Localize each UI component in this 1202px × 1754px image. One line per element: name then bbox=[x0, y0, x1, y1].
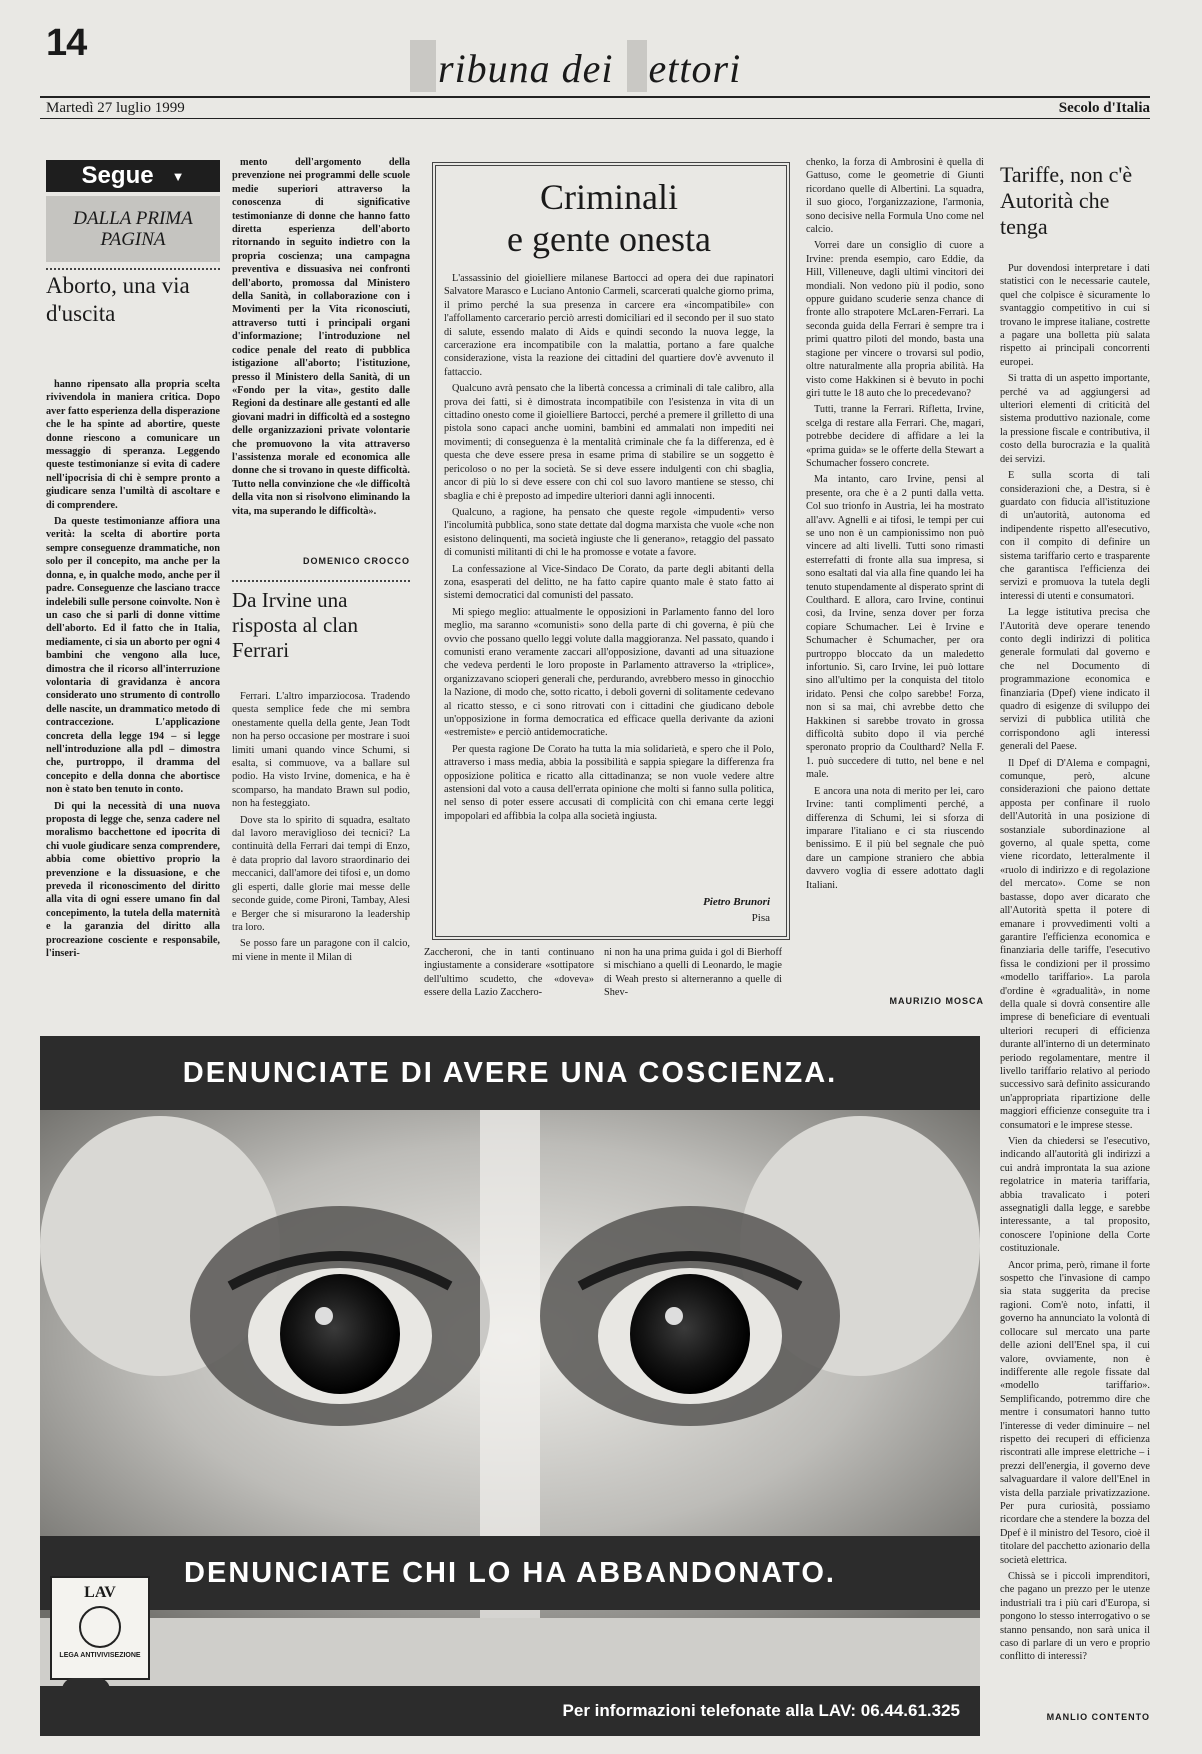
paragraph: Chissà se i piccoli imprenditori, che pagano un prezzo per le utenze industriali tra i più cari d'Europa, si pongono lo stesso interrogativo o se stanno pensando, non sarà unica il caso di parlare di un vero e proprio conflitto di interessi? bbox=[1000, 1571, 1150, 1663]
dalla-prima-pagina: DALLA PRIMA PAGINA bbox=[46, 196, 220, 262]
article-body-irvine bbox=[232, 690, 410, 996]
boxed-title bbox=[440, 176, 778, 260]
paragraph: Zaccheroni, che in tanti continuano ingiustamente a considerare «sottipatore dell'ultimo scudetto, che «doveva» essere della Lazio Zacchero- bbox=[424, 947, 594, 999]
boxed-article-body bbox=[444, 272, 774, 880]
paragraph: Se posso fare un paragone con il calcio, mi viene in mente il Milan di bbox=[232, 938, 410, 963]
paragraph: Di qui la necessità di una nuova proposta di legge che, senza cadere nel moralismo bacchettone ed ipocrita di chi vuole giudicare senza comprendere, abbia come obiettivo proprio la prevenzione e la dissuasione, e che preveda il riconoscimento del diritto alla vita di ogni essere umano fin dal concepimento, la tutela della maternità e la garanzia del diritto alla procreazione cosciente e responsabile, l'inseri- bbox=[46, 800, 220, 960]
triangle-down-icon: ▼ bbox=[171, 168, 185, 184]
paragraph: E ancora una nota di merito per lei, caro Irvine: tanti complimenti perché, a differenza di Schumi, lei si sforza di imparare l'italiano e ci sta riuscendo benissimo. E il più bel segnale che può dare un campione straniero che abbia davvero voglia di essere adottato dagli Italiani. bbox=[806, 785, 984, 891]
signature-brunori: Pietro Brunori bbox=[703, 896, 770, 908]
article-title-aborto: Aborto, una via d'uscita bbox=[46, 273, 190, 326]
signature-city: Pisa bbox=[751, 912, 770, 924]
issue-date: Martedì 27 luglio 1999 bbox=[46, 100, 185, 116]
paragraph: mento dell'argomento della prevenzione nei programmi delle scuole medie superiori attraverso la conoscenza di significative testimonianze di donne che hanno fatto diretta esperienza dell'aborto ritornando in seguito indietro con la propria coscienza; una campagna preventiva e dissuasiva nei confronti dell'aborto, promossa dal Ministero della Sanità, in collaborazione con i Movimenti per la Vita riconosciuti, attraverso tutti i principali organi d'informazione; l'introduzione nel codice penale del reato di pubblica istigazione all'aborto; l'istituzione, presso il Ministero della Sanità, di un «Fondo per la vita», gestito dalle Regioni da destinare alle gestanti ed alle giovani madri in difficoltà ed a sostegno delle organizzazioni private volontarie che promuovono la vita attraverso l'assistenza morale ed economica alle donne che si trovano in queste difficoltà. Tutto nella convinzione che «le difficoltà della vita non si risolvono eliminando la vita, ma superando le difficoltà». bbox=[232, 157, 410, 517]
paragraph: Qualcuno, a ragione, ha pensato che queste regole «impudenti» verso l'incolumità pubblica, sono state dettate dal dogma marxista che vuole «che non esistono delinquenti, ma società ingiuste che li generano», retaggio del passato di comunisti militanti di chi le ha promosse e votate a favore. bbox=[444, 506, 774, 559]
boxed-title-line1: Criminali bbox=[540, 177, 678, 217]
page-number: 14 bbox=[46, 22, 87, 64]
globe-icon bbox=[79, 1606, 121, 1648]
ad-headline-top: DENUNCIATE DI AVERE UNA COSCIENZA. bbox=[40, 1036, 980, 1110]
paragraph: Dove sta lo spirito di squadra, esaltato dal lavoro meraviglioso dei tecnici? La continuità della Ferrari dai tempi di Enzo, è data proprio dal lavoro straordinario dei meccanici, dall'amore dei tifosi e, un domo gli esperti, dalle glorie mai messe delle seconde guide, come Pironi, Tambay, Alesi e Berger che si misurarono la leadership tra loro. bbox=[232, 814, 410, 933]
segue-label: Segue bbox=[81, 162, 154, 189]
paragraph: Per questa ragione De Corato ha tutta la mia solidarietà, e spero che il Polo, attraverso i mass media, abbia la possibilità e sappia spiegare la differenza fra opposizione politica e ricatto alla cittadinanza; se non vuole vedere altre astensioni dal voto a causa dell'errata opinione che molti si fanno sulla politica, nel senso di poter essere accusati di complicità con chi emana certe leggi impopolari ed affibbia la colpa alla società ingiusta. bbox=[444, 743, 774, 822]
paragraph: Vien da chiedersi se l'esecutivo, indicando all'autorità gli indirizzi a cui andrà improntata la sua azione regolatrice in materia tariffaria, abbia travalicato i poteri assegnatigli dalla legge, e sarebbe interessante, a tal proposito, conoscere l'opinione della Corte costituzionale. bbox=[1000, 1136, 1150, 1255]
paragraph: Si tratta di un aspetto importante, perché va ad aggiungersi ad ulteriori elementi di criticità del sistema produttivo nazionale, come la pressione fiscale e contributiva, il costo della burocrazia e la qualità dei servizi. bbox=[1000, 373, 1150, 465]
signature-contento: MANLIO CONTENTO bbox=[1046, 1712, 1150, 1722]
article-body-tariffe bbox=[1000, 262, 1150, 1702]
signature-mosca: MAURIZIO MOSCA bbox=[889, 996, 984, 1006]
article-body-aborto bbox=[46, 378, 220, 998]
paragraph: Da queste testimonianze affiora una verità: la scelta di abortire porta sempre conseguenze drammatiche, non solo per il concepito, ma anche per la donna, e, in qualche modo, anche per il padre. Conseguenze che lasciano tracce indelebili sulle persone coinvolte. Non è un caso che si parli di donne vittime dell'aborto. Ed il fatto che in Italia, mediamente, ci sia un aborto per ogni 4 bambini che vengono alla luce, dimostra che il ricorso all'interruzione volontaria di gravidanza è ancora considerato uno strumento di controllo delle nascite, un drammatico metodo di contraccezione. L'applicazione concreta della legge 194 – si legge nell'introduzione alla pdl – dimostra che, purtroppo, il dramma del concepito e della donna che abortisce non è stato ben tenuto in conto. bbox=[46, 516, 220, 796]
newspaper-name: Secolo d'Italia bbox=[1058, 100, 1150, 116]
article-title-irvine: Da Irvine una risposta al clan Ferrari bbox=[232, 588, 358, 662]
paragraph: ni non ha una prima guida i gol di Bierhoff si mischiano a quelli di Leonardo, le magie di Weah presto si alterneranno a quelle di Shev- bbox=[604, 947, 782, 999]
ad-headline-bottom: DENUNCIATE CHI LO HA ABBANDONATO. bbox=[40, 1536, 980, 1610]
paragraph: Ferrari. L'altro imparziocosa. Tradendo questa semplice fede che mi sembra onestamente quella della gente, Jean Todt non ha perso occasione per mostrare i suoi limiti umani quando vince Schumi, si esalta, si commuove, va a ballare sul podio. Ha visto Irvine, domenica, e ha è scomparso, ha mandato Brawn sul podio, non ha festeggiato. bbox=[232, 691, 410, 810]
irvine-cont-a bbox=[424, 946, 594, 1012]
masthead-visible: ribuna dei ettori bbox=[438, 46, 741, 91]
segue-banner bbox=[46, 160, 220, 192]
paragraph: Il Dpef di D'Alema e compagni, comunque, però, alcune considerazioni che paiono dettate apposta per confinare il ruolo dell'Autorità in una posizione di sostanziale subordinazione al governo, al quale spetta, come viene ricordato, letteralmente il «ruolo di indirizzo e di regolazione del mercato». Come se non bastasse, dopo aver dicarato che all'Autorità spetta il potere di emanare i provvedimenti volti a garantire l'efficienza economica e finanziaria delle tariffe, l'esecutivo fissa le condizioni per il prossimo «modello tariffario». La parola d'ordine è «gradualità», in nome della quale si dovrà consentire alle imprese di beneficiare di eventuali ulteriori recuperi di efficienza durante all'interno di un determinato periodo regolamentare, mentre il livello tariffario relativo al periodo successivo sarà definito assicurando un'appropriata ripartizione delle maggiori efficienze conseguite tra i consumatori e le imprese stesse. bbox=[1000, 757, 1150, 1131]
lav-advertisement bbox=[40, 1036, 980, 1736]
article-body-irvine-cont bbox=[806, 156, 984, 994]
masthead bbox=[410, 40, 880, 92]
dog-eyes-image bbox=[40, 1036, 980, 1736]
lav-logo bbox=[50, 1576, 150, 1680]
lav-logo-text: LAV bbox=[84, 1584, 116, 1601]
ad-footer: Per informazioni telefonate alla LAV: 06.44.61.325 bbox=[40, 1686, 980, 1736]
article-body-aborto-cont bbox=[232, 156, 410, 560]
irvine-cont-b bbox=[604, 946, 782, 1012]
paragraph: Pur dovendosi interpretare i dati statistici con le necessarie cautele, quel che colpisce è sicuramente lo svantaggio competitivo in cui si trovano le imprese italiane, costrette a pagare una bolletta più salata rispetto ai principali concorrenti europei. bbox=[1000, 263, 1150, 368]
paragraph: La legge istitutiva precisa che l'Autorità deve operare tenendo conto degli indirizzi di politica generale formulati dal governo e che nel Documento di programmazione economica e finanziaria (Dpef) viene indicato il quadro di esigenze di sviluppo dei servizi di pubblica utilità che corrispondono agli interessi generali del Paese. bbox=[1000, 607, 1150, 753]
paragraph: Tutti, tranne la Ferrari. Rifletta, Irvine, scelga di restare alla Ferrari. Che, magari, potrebbe decidere di affidare a lei la «prima guida» se le offerte della Stewart a Schumacher fossero concrete. bbox=[806, 404, 984, 469]
paragraph: E sulla scorta di tali considerazioni che, a Destra, si è guardato con fiducia all'istituzione di un'autorità, autonoma ed indipendente rispetto all'esecutivo, con il compito di definire un sistema tariffario certo e trasparente che garantisca l'efficienza dei servizi e promuova la tutela degli interessi di utenti e consumatori. bbox=[1000, 470, 1150, 602]
article-title-tariffe: Tariffe, non c'è Autorità che tenga bbox=[1000, 162, 1133, 239]
signature-crocco: DOMENICO CROCCO bbox=[303, 556, 410, 566]
paragraph: Ancor prima, però, rimane il forte sospetto che l'invasione di campo sia stata suggerita da precise ragioni. Com'è noto, infatti, il governo ha annunciato la volontà di collocare sul mercato una parte delle azioni dell'Enel spa, il cui valore, ovviamente, non è indifferente alle regole fissate dal «modello tariffario». Semplificando, potremmo dire che mentre i consumatori hanno tutto l'interesse di veder diminuire – nel rispetto dei recuperi di efficienza riscontrati alle imprese elettriche – i prezzi dell'energia, il governo deve salvaguardare il valore dell'Enel in vista della parziale privatizzazione. Per pura curiosità, possiamo ricordare che a stendere la bozza del Dpef è il ministro del Tesoro, cioè il titolare del pacchetto azionario della società elettrica. bbox=[1000, 1259, 1150, 1566]
boxed-title-line2: e gente onesta bbox=[507, 219, 711, 259]
paragraph: Ma intanto, caro Irvine, pensi al presente, ora che è a 2 punti dalla vetta. Col suo trionfo in Austria, lei ha mostrato all'avv. Agnelli e ai tifosi, le tempi per cui se uno non è un campionissimo non può vincere ad alti livelli. Tutti sono rimasti esterrefatti di fronte alla sua impresa, si sono esaltati dal via alla fine quando lei ha tenuto stupendamente al disperato sprint di Coulthard. E allora, caro Irvine, continui così, da Irvine, senza dover per forza copiare Schumacher. Lei è Irvine e Schumacher è Schumacher, per ora purtroppo bloccato da un maledetto infortunio. Sì, caro Irvine, lei può lottare sino all'ultimo per la conquista del titolo iridato. Pensi che colpo sarebbe! Forza, non si sa mai, chi avrebbe detto che Hakkinen si sarebbe trovato in grossa difficoltà subito dopo il via perché speronato proprio da Coulthard? Nella F. 1. può succedere di tutto, nel bene e nel male. bbox=[806, 474, 984, 781]
paragraph: Mi spiego meglio: attualmente le opposizioni in Parlamento fanno del loro meglio, ma saranno «comunisti» sono della parte di chi governa, è più che ovvio che possano quello leggi volute dalla maggioranza. Nel passato, quando i comunisti erano veramente zaccari all'opposizione, davanti ad una situazione che vedeva perdenti le loro proposte in Parlamento attraverso la «triplice», organizzavano scioperi generali che, perdurando, avrebbero messo in ginocchio la Nazione, di modo che, sotto ricatto, i deboli governi di solitamente cedevano al ricatto stesso, e ci sono ritrovati con i cittadini che giudicano debole un'opposizione in forma democratica ed efficace quella derivante da azioni «estremiste» e perciò antidemocratiche. bbox=[444, 606, 774, 739]
paragraph: Qualcuno avrà pensato che la libertà concessa a criminali di tale calibro, alla prova dei fatti, si è dimostrata incompatibile con l'esistenza in vita di un cittadino onesto come il gioielliere Bartocci, perché a premere il grilletto di una pistola sono capaci anche uomini, bambini ed ammalati non impediti nei movimenti; di conseguenza è la mentalità criminale che fa la differenza, ed è questa che deve essere presa in esame prima di stabilire se un soggetto è pericoloso o no per la società. Se si deve essere indulgenti con chi sbaglia, ancor di più lo si deve essere con chi col suo lavoro mantiene se stesso, chi sbaglia e chi è preposto ad impedire ulteriori danni agli innocenti. bbox=[444, 383, 774, 502]
paragraph: hanno ripensato alla propria scelta rivivendola in maniera critica. Dopo aver fatto esperienza della disperazione che le ha spinte ad abortire, queste donne riescono a comunicare un messaggio di speranza. Leggendo queste testimonianze si evita di cadere nell'ipocrisia di chi è sempre pronto a giudicare senza l'umiltà di ascoltare e di comprendere. bbox=[46, 379, 220, 511]
paragraph: chenko, la forza di Ambrosini è quella di Gattuso, come le geometrie di Giunti ricordano quelle di Albertini. La squadra, il suo gioco, l'organizzazione, l'armonia, sono decisive nella Formula Uno come nel calcio. bbox=[806, 157, 984, 236]
paragraph: La confessazione al Vice-Sindaco De Corato, da parte degli abitanti della zona, esasperati del delitto, ne ha fatto capire quanto male è stato fatto ai sistemi democratici dal comunisti del passato. bbox=[444, 563, 774, 602]
paragraph: Vorrei dare un consiglio di cuore a Irvine: prenda esempio, caro Eddie, da Hill, Villeneuve, dagli ultimi vincitori dei mondiali. Non vedono più il podio, sono oppure guidano scuderie senza chance di fronte allo strapotere McLaren-Ferrari. La seconda guida della Ferrari è sempre tra i primi quattro piloti del mondo, basta una stagione per vincere o trovarsi sul podio, oltre naturalmente alla propria abilità. Ha visto come Hakkinen si è bevuto in pochi giri tutte le 18 auto che lo precedevano? bbox=[806, 240, 984, 399]
lav-logo-sub: LEGA ANTIVIVISEZIONE bbox=[59, 1652, 141, 1659]
divider bbox=[46, 268, 220, 270]
header-rule bbox=[40, 96, 1150, 98]
paragraph: L'assassinio del gioielliere milanese Bartocci ad opera dei due rapinatori Salvatore Marasco e Luciano Antonio Carmeli, scarcerati qualche giorno prima, il primo perché la sua presenza in carcere era «incompatibile» con l'affollamento carcerario perciò arresti domiciliari ed il secondo per il suo stato di salute, essendo malato di Aids e quindi secondo la nuova legge, la carcerazione era incompatibile con la malattia, portano a fare qualche considerazione, vista la reazione dei cittadini del quartiere dov'è avvenuto il fattaccio. bbox=[444, 273, 774, 378]
divider bbox=[232, 580, 410, 582]
header-rule-thin bbox=[40, 118, 1150, 119]
